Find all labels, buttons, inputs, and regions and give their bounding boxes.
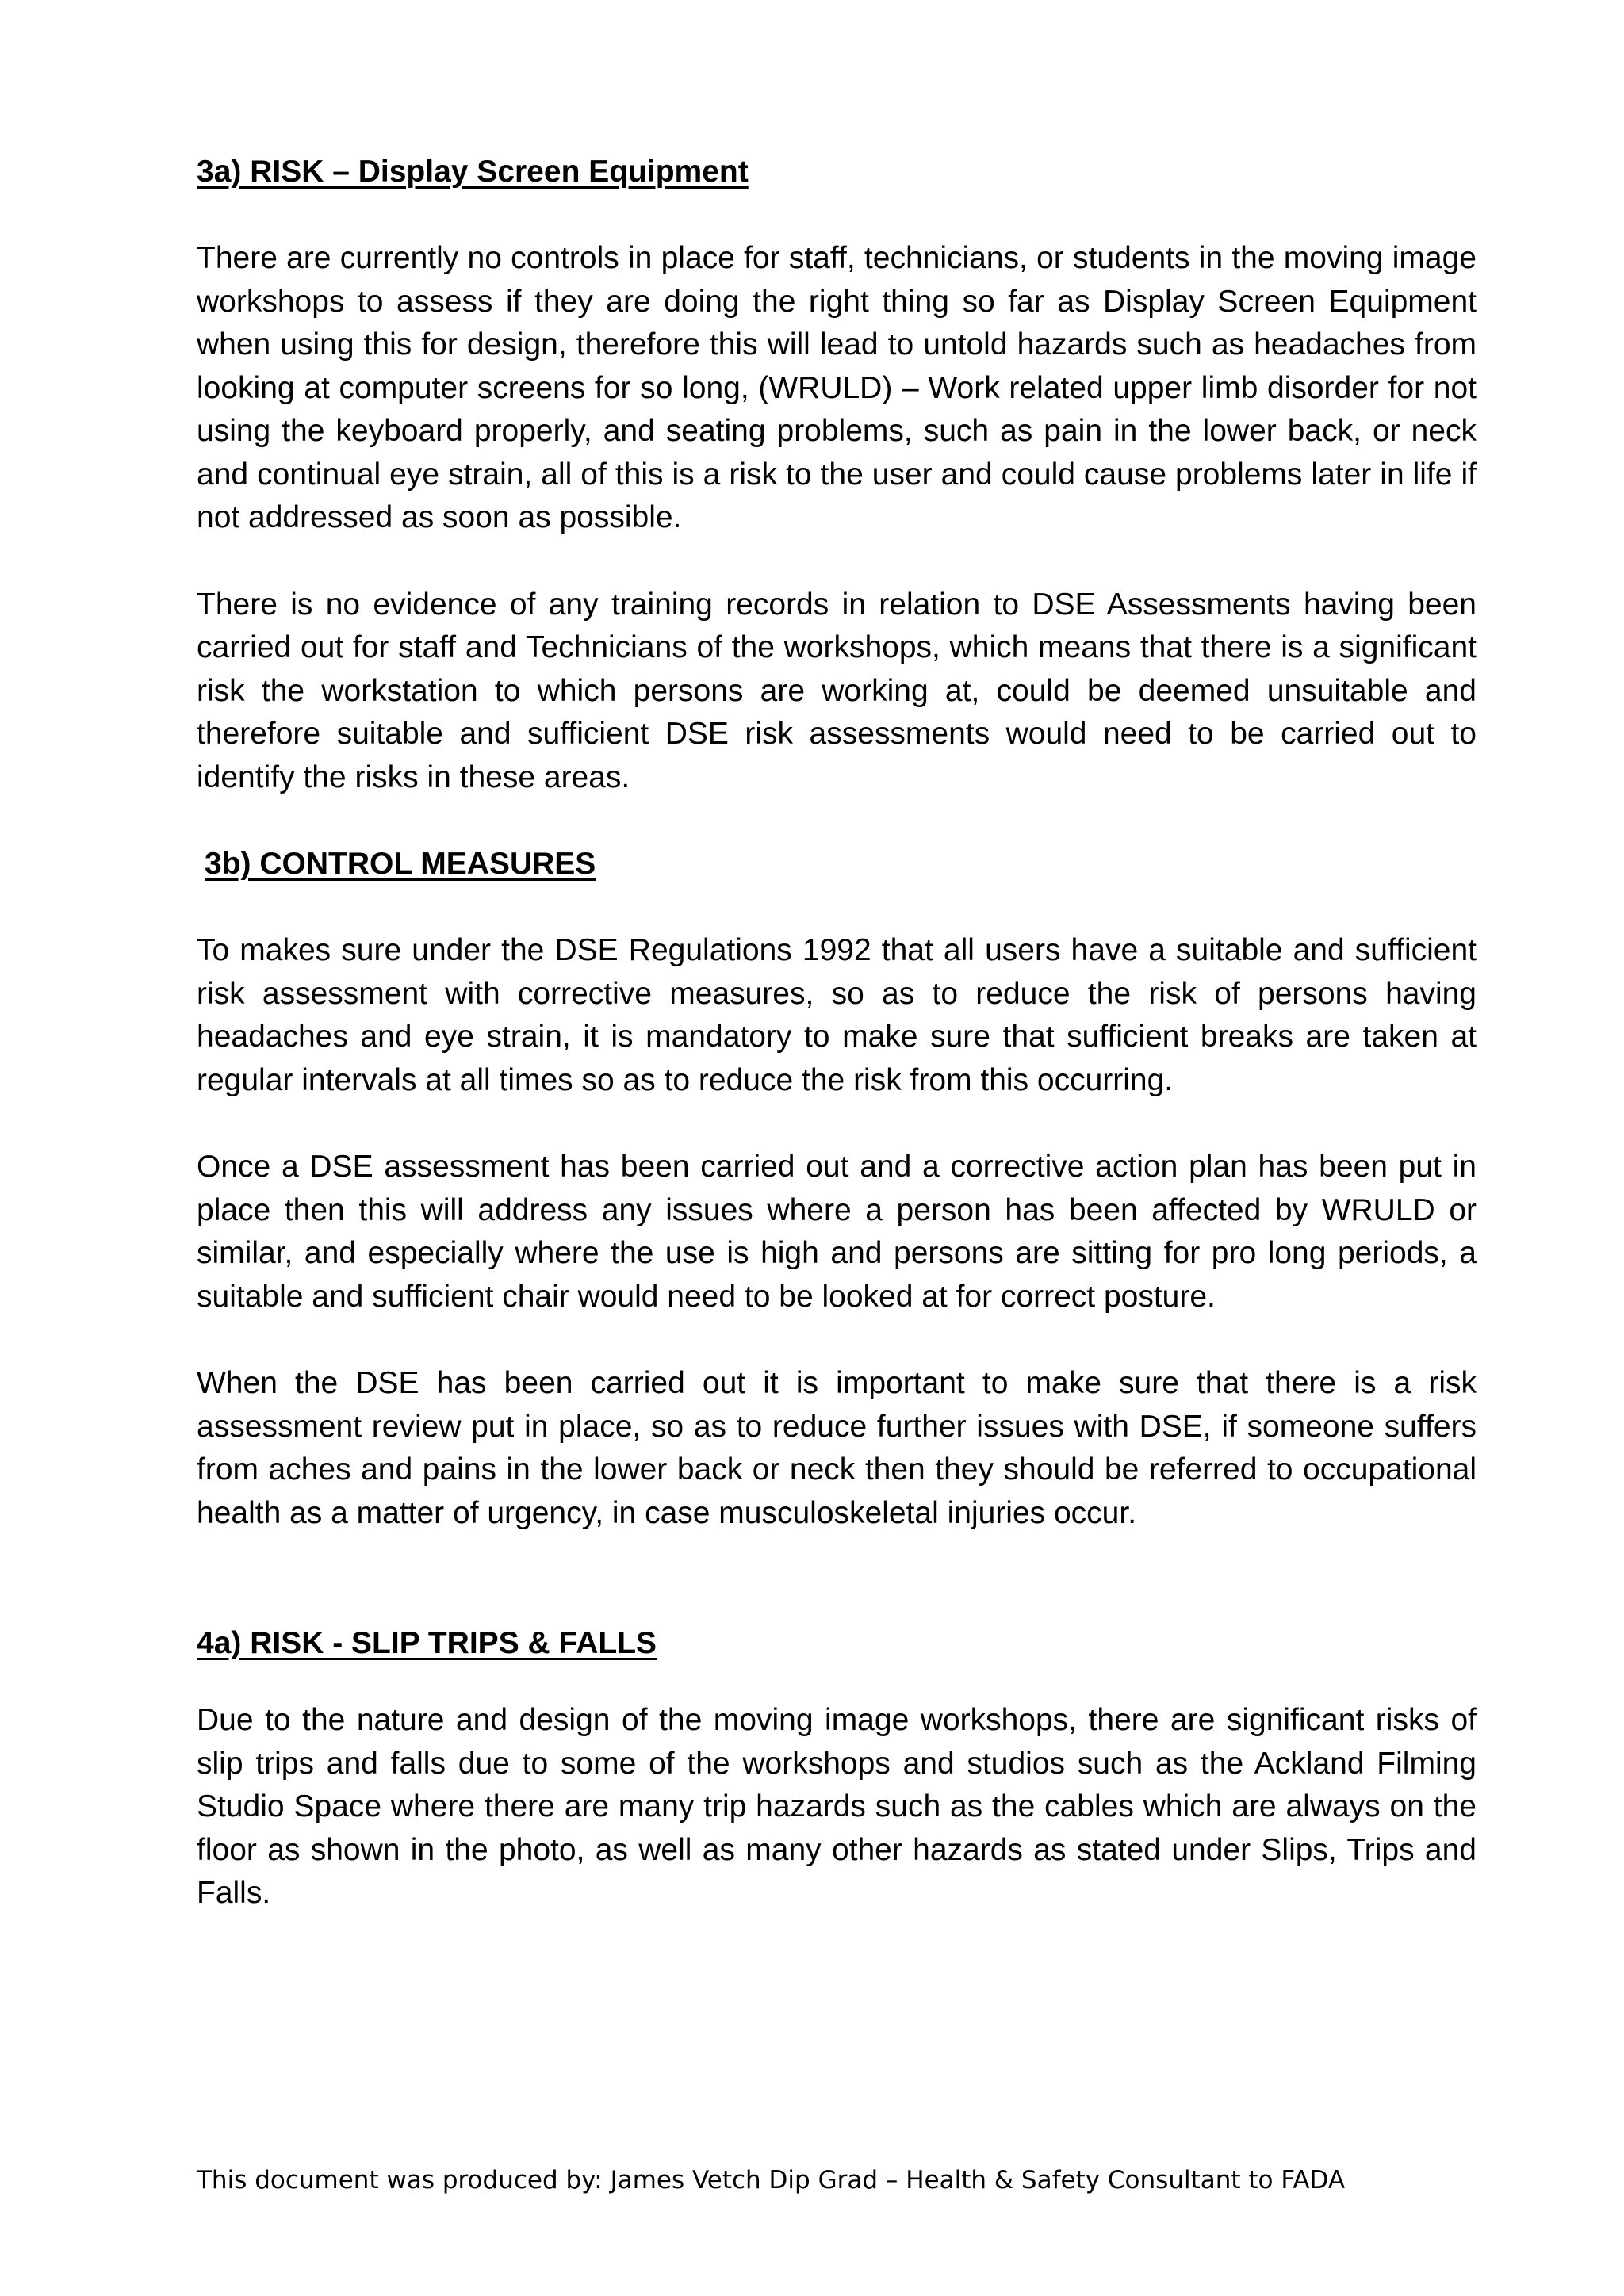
section-3a-paragraph-1: There are currently no controls in place for staff, technicians, or students in the moving image workshops to assess if they are doing the right thing so far as Display Screen Equipment when using this for design, therefore this will lead to untold hazards such as headaches from looking at computer screens for so long, (WRULD) – Work related upper limb disorder for not using the keyboard properly, and seating problems, such as pain in the lower back, or neck and continual eye strain, all of this is a risk to the user and could cause problems later in life if not addressed as soon as possible. [197,241,1477,534]
section-3a-heading: 3a) RISK – Display Screen Equipment [197,155,749,189]
section-3b-paragraph-2: Once a DSE assessment has been carried out and a corrective action plan has been put in place then this will address any issues where a person has been affected by WRULD or similar, and especially where the use is high and persons are sitting for pro long periods, a suitable and sufficient chair would need to be looked at for correct posture. [197,1150,1477,1314]
page-footer: This document was produced by: James Vetch Dip Grad – Health & Safety Consultant to FADA [197,2166,1346,2195]
section-3b-heading: 3b) CONTROL MEASURES [205,847,596,881]
document-page [197,151,1477,1915]
section-3b-paragraph-3: When the DSE has been carried out it is important to make sure that there is a risk assessment review put in place, so as to reduce further issues with DSE, if someone suffers from aches and pains in the lower back or neck then they should be referred to occupational health as a matter of urgency, in case musculoskeletal injuries occur. [197,1366,1477,1530]
section-4a-paragraph-1: Due to the nature and design of the moving image workshops, there are significant risks of slip trips and falls due to some of the workshops and studios such as the Ackland Filming Studio Space where there are many trip hazards such as the cables which are always on the floor as shown in the photo, as well as many other hazards as stated under Slips, Trips and Falls. [197,1703,1477,1910]
section-3b-paragraph-1: To makes sure under the DSE Regulations 1992 that all users have a suitable and sufficient risk assessment with corrective measures, so as to reduce the risk of persons having headaches and eye strain, it is mandatory to make sure that sufficient breaks are taken at regular intervals at all times so as to reduce the risk from this occurring. [197,933,1477,1097]
section-4a-heading: 4a) RISK - SLIP TRIPS & FALLS [197,1626,657,1660]
section-3a-paragraph-2: There is no evidence of any training records in relation to DSE Assessments having been carried out for staff and Technicians of the workshops, which means that there is a significant risk the workstation to which persons are working at, could be deemed unsuitable and therefore suitable and sufficient DSE risk assessments would need to be carried out to identify the risks in these areas. [197,587,1477,794]
